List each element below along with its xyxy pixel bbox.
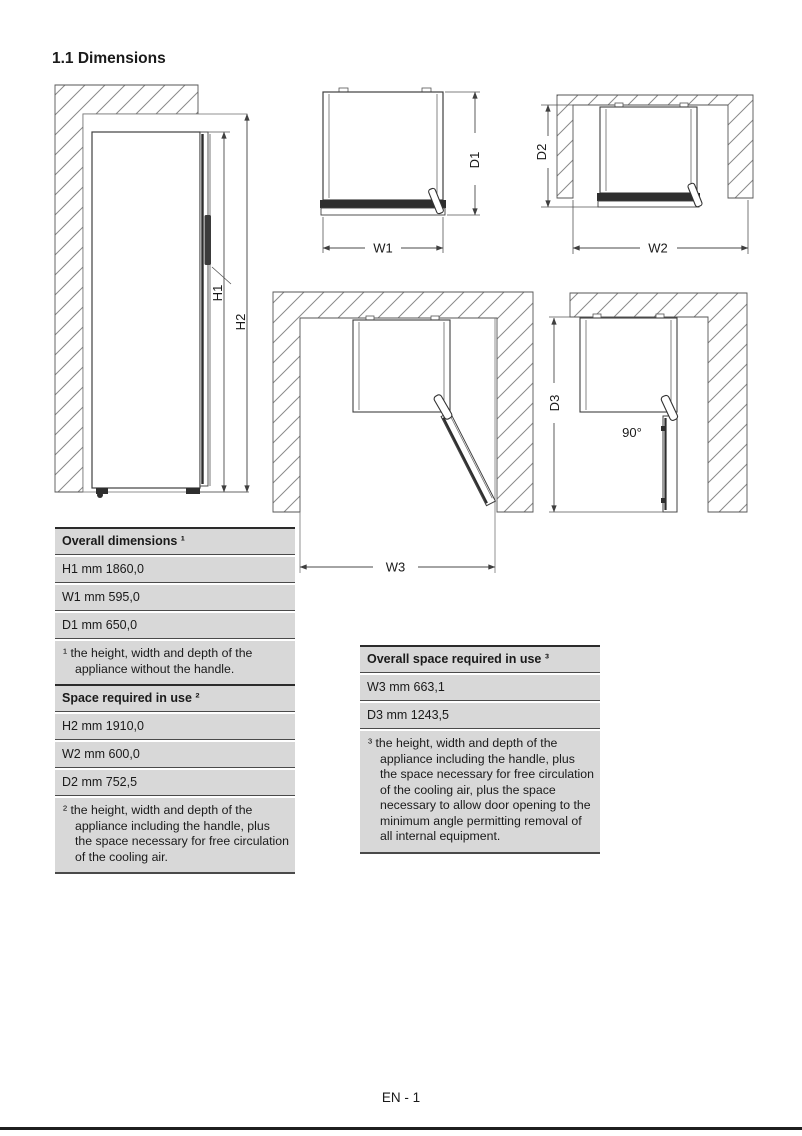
hinge-tab (431, 316, 439, 320)
diagram-top-view-door-open-90 (543, 288, 765, 533)
diagram-side-view (50, 80, 250, 512)
foot (186, 488, 200, 494)
h2-label: H2 (233, 313, 248, 331)
door-closed (320, 200, 446, 208)
table-row: W3 mm 663,1 (360, 675, 600, 701)
w1-label: W1 (373, 240, 393, 256)
hinge-tab (366, 316, 374, 320)
table-header: Overall space required in use ³ (360, 645, 600, 673)
table-row: W2 mm 600,0 (55, 742, 295, 768)
table-row: D1 mm 650,0 (55, 613, 295, 639)
diagram-top-view-closed (305, 85, 495, 260)
overall-space-required-table (360, 645, 600, 854)
hinge-tab (615, 103, 623, 107)
hinge-tab (680, 103, 688, 107)
w2-label: W2 (648, 240, 668, 256)
bottom-rule (0, 1127, 802, 1130)
table-footnote: ² the height, width and depth of the appliance including the handle, plus the space necessary for free circulation of the cooling air. (55, 798, 295, 874)
table-row: W1 mm 595,0 (55, 585, 295, 611)
d1-label: D1 (467, 151, 482, 169)
table-header: Overall dimensions ¹ (55, 527, 295, 555)
door-open (441, 412, 495, 506)
fridge-body-top (600, 107, 697, 193)
fridge-body (92, 132, 200, 488)
table-row: H1 mm 1860,0 (55, 557, 295, 583)
space-required-table (55, 684, 295, 874)
table-footnote: ³ the height, width and depth of the appliance including the handle, plus the space necessary for free circulation of the cooling air, plus the space necessary to allow door opening to the minimum angle permitting removal of all internal equipment. (360, 731, 600, 854)
page-title: 1.1 Dimensions (52, 50, 166, 67)
fridge-body-top (323, 92, 443, 200)
overall-dimensions-table (55, 527, 295, 686)
diagram-top-view-door-open-wide (268, 288, 536, 580)
door-handle (205, 215, 212, 265)
table-row: H2 mm 1910,0 (55, 714, 295, 740)
page-number: EN - 1 (381, 1090, 421, 1105)
door-angle-label: 90° (622, 425, 642, 440)
table-footnote: ¹ the height, width and depth of the appliance without the handle. (55, 641, 295, 686)
h1-label: H1 (210, 284, 225, 302)
w3-label: W3 (385, 559, 406, 575)
d3-label: D3 (547, 394, 562, 412)
hinge-tab (593, 314, 601, 318)
diagram-top-view-alcove (525, 88, 765, 260)
table-row: D2 mm 752,5 (55, 770, 295, 796)
table-header: Space required in use ² (55, 684, 295, 712)
table-row: D3 mm 1243,5 (360, 703, 600, 729)
d2-label: D2 (534, 143, 549, 161)
fridge-door-edge (200, 132, 208, 486)
door-closed (597, 193, 700, 201)
hinge-tab (656, 314, 664, 318)
